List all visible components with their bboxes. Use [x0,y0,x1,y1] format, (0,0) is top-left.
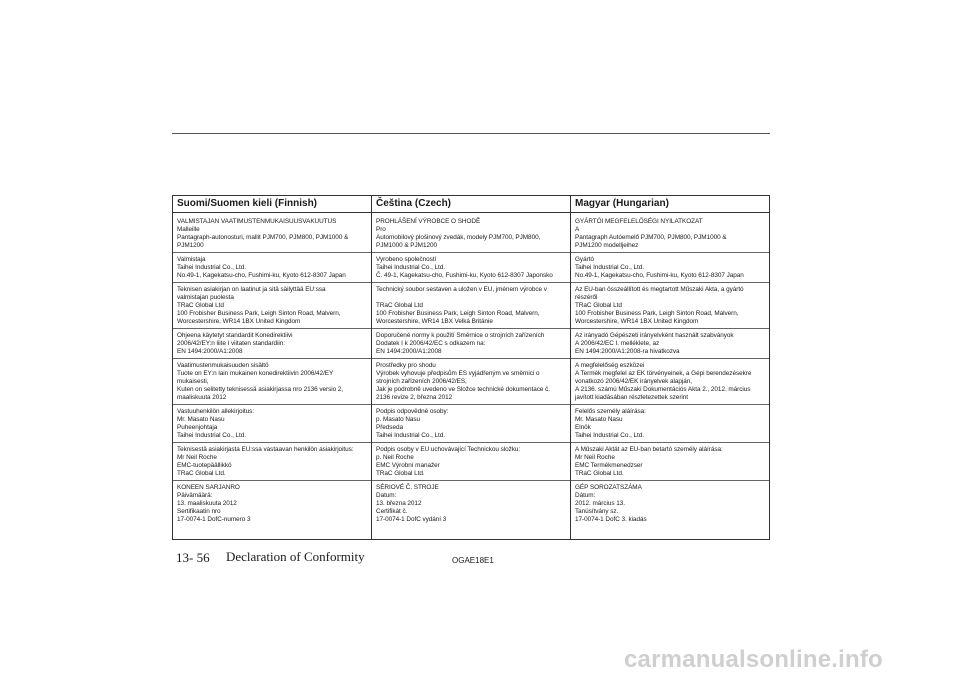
text-line: vonatkozó 2006/42/EK irányelvek alapján, [575,378,693,385]
column-header: Magyar (Hungarian) [571,198,769,213]
text-line: A Műszaki Aktát az EU-ban betartó személy aláírása: [575,446,723,453]
watermark: carmanualsonline.info [624,646,883,673]
text-line: Podpis odpovědné osoby: [376,408,449,415]
text-line: A Termék megfelel az EK törvényeinek, a Gépi berendezésekre [575,370,752,377]
text-line: Kuten on selitetty teknisessä asiakirjassa nro 2136 versio 2, [177,386,344,393]
text-line: No.49-1, Kagekatsu-cho, Fushimi-ku, Kyoto 612-8307 Japan [575,272,744,279]
column-header: Čeština (Czech) [372,198,570,213]
content-block [571,481,769,526]
text-line: Dodatek I k 2006/42/EC s odkazem na: [376,340,486,347]
text-line: Valmistaja [177,256,206,263]
content-block [571,405,769,443]
content-block [372,329,570,359]
text-line: Podpis osoby v EU uchovávající Technickou složku: [376,446,521,453]
text-line: 100 Frobisher Business Park, Leigh Sinton Road, Malvern, [376,310,540,317]
text-line: Elnök [575,424,591,431]
text-line: TRaC Global Ltd [575,302,622,309]
text-line: Taihei Industrial Co., Ltd. [376,432,445,439]
text-line: Worcestershire, WR14 1BX United Kingdom [177,318,301,325]
text-line: Vastuuhenkilön allekirjoitus: [177,408,254,415]
text-line: EMC Výrobní manažer [376,462,440,469]
text-line: Pantagraph Autóemelő PJM700, PJM800, PJM1000 & [575,234,727,241]
content-block [372,253,570,283]
text-line: TRaC Global Ltd. [376,470,425,477]
text-line: p. Masato Nasu [376,416,421,423]
content-block [173,253,371,283]
column-header: Suomi/Suomen kieli (Finnish) [173,198,371,213]
text-line: Mr. Masato Nasu [575,416,623,423]
content-block [372,359,570,405]
top-rule [172,133,770,134]
content-block [173,405,371,443]
text-line: 2012. március 13. [575,500,625,507]
text-line: Taihei Industrial Co., Ltd. [376,264,445,271]
content-block [372,443,570,481]
text-line: Teknisestä asiakirjasta EU:ssa vastaavan henkilön asiakirjoitus: [177,446,354,453]
text-line: Tanúsítvány sz. [575,508,619,515]
text-line: p. Neil Roche [376,454,414,461]
text-line: TRaC Global Ltd. [177,470,226,477]
text-line: PROHLÁŠENÍ VÝROBCE O SHODĚ [376,218,481,225]
text-line: valmistajan puolesta [177,294,234,301]
section-title: Declaration of Conformity [226,549,365,564]
column-blocks [177,215,368,526]
text-line: Výrobek vyhovuje předpisům ES vyjádřeným ve směrnici o [376,370,540,377]
column-blocks [575,215,766,526]
text-line: A 2006/42/EC I. melléklete, az [575,340,660,347]
content-block [372,215,570,253]
text-line: 2006/42/EY:n liite I viitaten standardiin: [177,340,286,347]
text-line: KONEEN SARJANRO [177,484,240,491]
text-line: A megfelelőség eszközei [575,362,645,369]
content-block [571,329,769,359]
text-line: Teknisen asiakirjan on laatinut ja sitä säilyttää EU:ssa [177,286,326,293]
text-line: maaliskuuta 2012 [177,394,227,401]
text-line: TRaC Global Ltd [177,302,224,309]
text-line: TRaC Global Ltd. [575,470,624,477]
content-block [372,405,570,443]
text-line: 2136 revize 2, března 2012 [376,394,453,401]
text-line: Technický soubor sestaven a uložen v EU, jménem výrobce v [376,286,547,293]
text-line: Sertifikaatin nro [177,508,221,515]
text-line: strojních zařízeních 2006/42/ES, [376,378,467,385]
text-line: PJM1200 [177,242,204,249]
text-line: Gyártó [575,256,594,263]
column-czech [372,196,571,539]
text-line: mukaisesti, [177,378,209,385]
text-line: Worcestershire, WR14 1BX United Kingdom [575,318,699,325]
text-line: VALMISTAJAN VAATIMUSTENMUKAISUUSVAKUUTUS [177,218,337,225]
column-hungarian [571,196,769,539]
text-line: EMC Termékmenedzser [575,462,643,469]
content-block [571,215,769,253]
text-line: Dátum: [575,492,596,499]
text-line: PJM1000 & PJM1200 [376,242,437,249]
text-line: 100 Frobisher Business Park, Leigh Sinton Road, Malvern, [177,310,341,317]
text-line: Jak je podrobně uvedeno ve Složce technické dokumentace č. [376,386,551,393]
text-line: EMC-tuotepäällikkö [177,462,232,469]
text-line: javított kiadásában részletezettek szerint [575,394,688,401]
text-line: Datum: [376,492,397,499]
text-line: A 2136. számú Műszaki Dokumentációs Akta 2., 2012. március [575,386,751,393]
text-line: Puheenjohtaja [177,424,218,431]
text-line: 17-0074-1 DofC vydání 3 [376,516,447,523]
text-line: Taihei Industrial Co., Ltd. [177,264,246,271]
text-line: Mr Neil Roche [575,454,615,461]
text-line: Taihei Industrial Co., Ltd. [177,432,246,439]
content-block [173,283,371,329]
content-block [571,283,769,329]
text-line: EN 1494:2000/A1:2008 [177,348,243,355]
text-line: Felelős személy aláírása: [575,408,646,415]
page-number: 13- 56 [176,550,210,565]
text-line: Vaatimustenmukaisuuden sisältö [177,362,269,369]
content-block [372,481,570,526]
text-line: No.49-1, Kagekatsu-cho, Fushimi-ku, Kyoto 612-8307 Japan [177,272,346,279]
text-line: EN 1494:2000/A1:2008-ra hivatkozva [575,348,680,355]
text-line: GÉP SOROZATSZÁMA [575,484,642,491]
content-block [173,215,371,253]
text-line: Mr Neil Roche [177,454,217,461]
text-line [376,294,567,302]
text-line: részéről [575,294,598,301]
text-line: Automobilový plošinový zvedák, modely PJM700, PJM800, [376,234,541,241]
text-line: Mr. Masato Nasu [177,416,225,423]
text-line: Az EU-ban összeállított és megtartott Műszaki Akta, a gyártó [575,286,744,293]
content-block [173,443,371,481]
text-line: Pantagraph-autonosturi, mallit PJM700, PJM800, PJM1000 & [177,234,349,241]
text-line: Vyrobeno společností [376,256,437,263]
content-block [571,359,769,405]
content-block [173,481,371,526]
text-line: 13. maaliskuuta 2012 [177,500,237,507]
text-line: Malleille [177,226,200,233]
content-block [173,329,371,359]
text-line: Taihei Industrial Co., Ltd. [575,264,644,271]
text-line: SÉRIOVÉ Č. STROJE [376,484,439,491]
content-block [571,443,769,481]
text-line: GYÁRTÓI MEGFELELŐSÉGI NYILATKOZAT [575,218,703,225]
text-line: Az irányadó Gépészeti irányelvként használt szabványok [575,332,734,339]
text-line: Worcestershire, WR14 1BX Velká Británie [376,318,493,325]
text-line: Tuote on EY:n lain mukainen konedirektiivin 2006/42/EY [177,370,334,377]
text-line: Päivämäärä: [177,492,213,499]
text-line: EN 1494:2000/A1:2008 [376,348,442,355]
text-line: 17-0074-1 DofC 3. kiadás [575,516,647,523]
document-code: OGAE18E1 [452,556,494,565]
content-block [372,283,570,329]
text-line: TRaC Global Ltd [376,302,423,309]
text-line: Ohjeena käytetyt standardit Konedirektiivi [177,332,293,339]
text-line: 17-0074-1 DofC-numero 3 [177,516,251,523]
text-line: A [575,226,580,233]
text-line: Č. 49-1, Kagekatsu-cho, Fushimi-ku, Kyoto 612-8307 Japonsko [376,272,553,279]
text-line: Doporučené normy k použití Směrnice o strojních zařízeních [376,332,545,339]
column-blocks [376,215,567,526]
content-block [571,253,769,283]
text-line: PJM1200 modelljeihez [575,242,639,249]
text-line: Certifikát č. [376,508,408,515]
column-finnish [173,196,372,539]
text-line: Taihei Industrial Co., Ltd. [575,432,644,439]
declaration-table [172,195,770,540]
text-line: 100 Frobisher Business Park, Leigh Sinton Road, Malvern, [575,310,739,317]
content-block [173,359,371,405]
text-line: Prostředky pro shodu [376,362,436,369]
text-line: Pro [376,226,386,233]
text-line: Předseda [376,424,403,431]
text-line: 13. března 2012 [376,500,422,507]
